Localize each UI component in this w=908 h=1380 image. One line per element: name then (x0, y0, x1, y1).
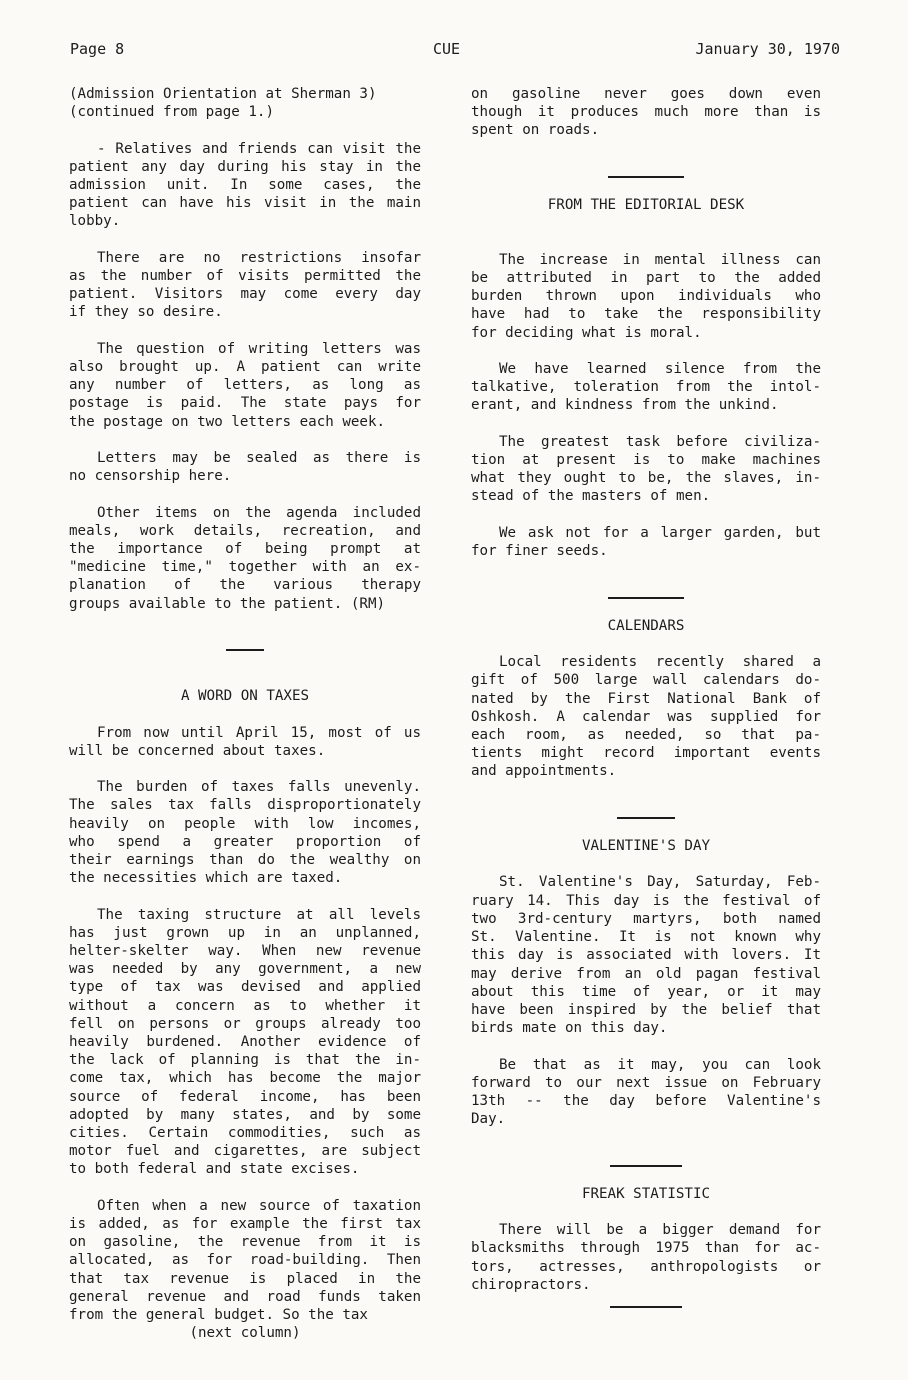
text-line: nated by the First National Bank of (471, 690, 821, 707)
text-line: to both federal and state excises. (69, 1161, 360, 1178)
text-line: each room, as needed, so that pa- (471, 726, 821, 743)
text-line: patient can have his visit in the main (69, 195, 421, 212)
text-line: on gasoline, the revenue from it is (69, 1234, 421, 1251)
text-line: that tax revenue is placed in the (69, 1270, 421, 1287)
text-line: (Admission Orientation at Sherman 3) (69, 86, 377, 102)
text-line: The taxing structure at all levels (97, 906, 421, 923)
text-line: about this time of year, or it may (471, 983, 821, 1000)
text-line: allocated, as for road-building. Then (69, 1252, 421, 1269)
text-line: There will be a bigger demand for (499, 1222, 821, 1239)
text-line: has just grown up in an unplanned, (69, 924, 421, 941)
text-line: Day. (471, 1111, 506, 1128)
text-line: for finer seeds. (471, 542, 608, 559)
text-line: who spend a greater proportion of (69, 833, 421, 850)
text-line: come tax, which has become the major (69, 1070, 421, 1087)
text-line: The increase in mental illness can (499, 251, 821, 268)
paragraph (69, 724, 421, 760)
text-line: the postage on two letters each week. (69, 413, 386, 430)
text-line: was needed by any government, a new (69, 961, 421, 978)
paragraph (69, 449, 421, 485)
paragraph (471, 1056, 821, 1129)
editorial-article (471, 251, 821, 560)
text-line: tion at present is to make machines (471, 451, 821, 468)
taxes-continued (471, 85, 821, 140)
freak-statistic-heading: FREAK STATISTIC (581, 1185, 711, 1202)
text-line: Local residents recently shared a (499, 654, 821, 671)
text-line: fell on persons or groups already too (69, 1015, 421, 1032)
text-line: forward to our next issue on February (471, 1074, 821, 1091)
paragraph (471, 433, 821, 506)
text-line: tients might record important events (471, 745, 821, 762)
text-line: spent on roads. (471, 122, 600, 139)
left-column (69, 85, 421, 1343)
page-header (70, 40, 840, 64)
paragraph (69, 906, 421, 1179)
continued-intro (69, 85, 421, 121)
paragraph (69, 504, 421, 613)
issue-date: January 30, 1970 (695, 40, 840, 58)
text-line: (continued from page 1.) (69, 104, 274, 121)
text-line: motor fuel and cigarettes, are subject (69, 1143, 421, 1160)
text-line: St. Valentine's Day, Saturday, Feb- (499, 874, 821, 891)
text-line: heavily burdened. Another evidence of (69, 1034, 421, 1050)
text-line: St. Valentine. It is not known why (471, 929, 821, 946)
text-line: have been inspired by the belief that (471, 1001, 821, 1018)
text-line: ruary 14. This day is the festival of (471, 892, 821, 909)
text-line: is added, as for example the first tax (69, 1216, 421, 1233)
text-line: from the general budget. So the tax (69, 1307, 368, 1324)
text-line: as the number of visits permitted the (69, 268, 421, 284)
text-line: helter-skelter way. When new revenue (69, 942, 421, 959)
editorial-heading: FROM THE EDITORIAL DESK (547, 197, 745, 214)
paragraph (69, 778, 421, 887)
section-divider (610, 1306, 682, 1308)
taxes-heading: A WORD ON TAXES (180, 688, 310, 705)
calendars-article (471, 653, 821, 780)
paragraph (471, 873, 821, 1037)
valentine-article (471, 873, 821, 1128)
text-line: gift of 500 large wall calendars do- (471, 672, 821, 689)
text-line: source of federal income, has been (69, 1088, 421, 1105)
text-line: lobby. (69, 213, 121, 230)
text-line: any number of letters, as long as (69, 377, 421, 394)
taxes-article (69, 724, 421, 1325)
text-line: without a concern as to whether it (69, 997, 421, 1014)
calendars-heading: CALENDARS (607, 617, 685, 634)
paragraph (69, 140, 421, 231)
paragraph (471, 360, 821, 415)
text-line: The sales tax falls disproportionately (69, 797, 421, 814)
text-line: cities. Certain commodities, such as (69, 1125, 421, 1142)
text-line: There are no restrictions insofar (97, 249, 421, 266)
text-line: this day is associated with lovers. It (471, 947, 821, 964)
text-line: also brought up. A patient can write (69, 359, 421, 375)
paragraph (471, 524, 821, 560)
text-line: burden thrown upon individuals who (471, 288, 821, 305)
text-line: We have learned silence from the (499, 360, 821, 377)
text-line: meals, work details, recreation, and (69, 522, 421, 539)
text-line: Letters may be sealed as there is (97, 450, 421, 466)
text-line: what they ought to be, the slaves, in- (471, 470, 821, 487)
page-number: Page 8 (70, 40, 125, 58)
text-line: will be concerned about taxes. (69, 742, 326, 759)
text-line: talkative, toleration from the intol- (471, 379, 821, 396)
text-line: The greatest task before civiliza- (499, 433, 821, 450)
text-line: patient. Visitors may come every day (69, 286, 421, 303)
text-line: the necessities which are taxed. (69, 870, 343, 887)
text-line: From now until April 15, most of us (97, 724, 421, 741)
orientation-article (69, 140, 421, 613)
text-line: heavily on people with low incomes, (69, 815, 421, 832)
text-line: 13th -- the day before Valentine's (471, 1092, 821, 1109)
text-line: - Relatives and friends can visit the (97, 140, 421, 157)
text-line: may derive from an old pagan festival (471, 965, 821, 982)
text-line: The question of writing letters was (97, 340, 421, 357)
text-line: Be that as it may, you can look (499, 1056, 821, 1073)
paragraph (69, 1197, 421, 1324)
text-line: groups available to the patient. (RM) (69, 595, 386, 612)
text-line: blacksmiths through 1975 than for ac- (471, 1240, 821, 1257)
text-line: Often when a new source of taxation (97, 1197, 421, 1214)
text-line: general revenue and road funds taken (69, 1288, 421, 1305)
text-line: have had to take the responsibility (471, 306, 821, 323)
text-line: though it produces much more than is (471, 104, 821, 121)
right-column (471, 85, 821, 1308)
text-line: their earnings than do the wealthy on (69, 851, 421, 868)
freak-statistic-article (471, 1221, 821, 1294)
paragraph (69, 340, 421, 431)
text-line: birds mate on this day. (471, 1020, 668, 1037)
text-line: tors, actresses, anthropologists or (471, 1258, 821, 1275)
text-line: We ask not for a larger garden, but (499, 524, 821, 541)
text-line: if they so desire. (69, 304, 223, 321)
paragraph (69, 249, 421, 322)
text-line: Other items on the agenda included (97, 504, 421, 521)
text-line: patient any day during his stay in the (69, 158, 421, 175)
text-line: be attributed in part to the added (471, 269, 821, 286)
text-line: Oshkosh. A calendar was supplied for (471, 708, 821, 725)
text-line: chiropractors. (471, 1276, 591, 1293)
paragraph (471, 251, 821, 342)
text-line: the lack of planning is that the in- (69, 1052, 421, 1069)
text-line: The burden of taxes falls unevenly. (97, 779, 421, 796)
text-line: postage is paid. The state pays for (69, 395, 421, 412)
text-line: stead of the masters of men. (471, 488, 711, 505)
text-line: planation of the various therapy (69, 577, 421, 594)
text-line: no censorship here. (69, 468, 232, 485)
text-line: and appointments. (471, 763, 617, 780)
publication-title: CUE (433, 40, 461, 58)
text-line: admission unit. In some cases, the (69, 177, 421, 193)
text-line: on gasoline never goes down even (471, 86, 821, 102)
next-column-note: (next column) (189, 1325, 301, 1342)
text-line: the importance of being prompt at (69, 541, 421, 557)
text-line: for deciding what is moral. (471, 324, 702, 341)
text-line: adopted by many states, and by some (69, 1106, 421, 1123)
text-line: erant, and kindness from the unkind. (471, 397, 779, 414)
text-line: type of tax was devised and applied (69, 979, 421, 996)
text-line: two 3rd-century martyrs, both named (471, 910, 821, 927)
text-line: "medicine time," together with an ex- (69, 559, 421, 576)
valentine-heading: VALENTINE'S DAY (581, 838, 711, 855)
